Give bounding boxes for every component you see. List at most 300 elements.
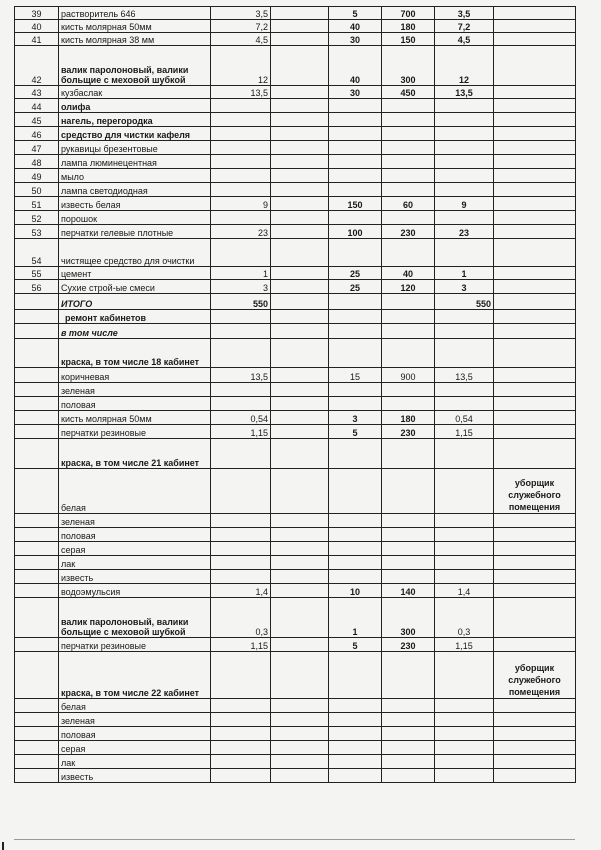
- item-name: половая: [59, 528, 211, 542]
- empty-cell: [494, 141, 576, 155]
- empty-cell: [15, 528, 59, 542]
- item-name: нагель, перегородка: [59, 113, 211, 127]
- empty-cell: [435, 324, 494, 339]
- item-name: перчатки резиновые: [59, 425, 211, 439]
- empty-cell: [494, 514, 576, 528]
- item-pieces: 3: [329, 411, 382, 425]
- item-price: 300: [382, 46, 435, 86]
- row-number: 39: [15, 7, 59, 20]
- empty-cell: [494, 542, 576, 556]
- empty-cell: [494, 99, 576, 113]
- empty-cell: [329, 141, 382, 155]
- empty-cell: [15, 439, 59, 469]
- table-row: [15, 570, 576, 584]
- table-row: [15, 310, 576, 324]
- empty-cell: [382, 542, 435, 556]
- empty-cell: [494, 411, 576, 425]
- table-row: [15, 383, 576, 397]
- row-number: 43: [15, 86, 59, 99]
- empty-cell: [271, 425, 329, 439]
- empty-cell: [382, 652, 435, 699]
- item-name: серая: [59, 542, 211, 556]
- empty-cell: [271, 33, 329, 46]
- empty-cell: [329, 741, 382, 755]
- empty-cell: [271, 294, 329, 310]
- table-row: [15, 425, 576, 439]
- empty-cell: [494, 727, 576, 741]
- item-qty: 1,15: [211, 425, 271, 439]
- empty-cell: [15, 514, 59, 528]
- empty-cell: [271, 267, 329, 280]
- item-price: 300: [382, 598, 435, 638]
- empty-cell: [15, 368, 59, 383]
- empty-cell: [382, 727, 435, 741]
- item-name: лампа люминецентная: [59, 155, 211, 169]
- item-qty: 1,15: [211, 638, 271, 652]
- empty-cell: [271, 713, 329, 727]
- empty-cell: [211, 339, 271, 368]
- empty-cell: [211, 769, 271, 783]
- empty-cell: [494, 397, 576, 411]
- empty-cell: [271, 652, 329, 699]
- table-row: [15, 183, 576, 197]
- empty-cell: [494, 183, 576, 197]
- item-name: валик паролоновый, валики больщие с меховой шубкой: [59, 46, 211, 86]
- section-22-header: краска, в том числе 22 кабинет: [59, 652, 211, 699]
- empty-cell: [435, 397, 494, 411]
- empty-cell: [211, 570, 271, 584]
- table-row: [15, 727, 576, 741]
- empty-cell: [494, 598, 576, 638]
- item-pieces: 1: [329, 598, 382, 638]
- empty-cell: [271, 46, 329, 86]
- empty-cell: [271, 556, 329, 570]
- empty-cell: [382, 397, 435, 411]
- empty-cell: [435, 528, 494, 542]
- empty-cell: [494, 155, 576, 169]
- empty-cell: [382, 439, 435, 469]
- empty-cell: [15, 411, 59, 425]
- empty-cell: [435, 310, 494, 324]
- empty-cell: [271, 469, 329, 514]
- empty-cell: [494, 699, 576, 713]
- item-total: 7,2: [435, 20, 494, 33]
- empty-cell: [494, 556, 576, 570]
- item-pieces: 30: [329, 33, 382, 46]
- item-name: средство для чистки кафеля: [59, 127, 211, 141]
- scan-edge-mark: [2, 842, 4, 850]
- empty-cell: [271, 397, 329, 411]
- empty-cell: [435, 699, 494, 713]
- empty-cell: [494, 86, 576, 99]
- empty-cell: [382, 141, 435, 155]
- item-price: 60: [382, 197, 435, 211]
- empty-cell: [15, 713, 59, 727]
- table-row: [15, 239, 576, 267]
- empty-cell: [494, 570, 576, 584]
- empty-cell: [329, 769, 382, 783]
- empty-cell: [329, 155, 382, 169]
- empty-cell: [271, 155, 329, 169]
- item-pieces: 150: [329, 197, 382, 211]
- empty-cell: [271, 183, 329, 197]
- empty-cell: [271, 113, 329, 127]
- empty-cell: [494, 339, 576, 368]
- item-pieces: 5: [329, 638, 382, 652]
- total-value: 550: [211, 294, 271, 310]
- item-price: 40: [382, 267, 435, 280]
- table-row: [15, 141, 576, 155]
- empty-cell: [15, 556, 59, 570]
- item-qty: 0,3: [211, 598, 271, 638]
- empty-cell: [329, 211, 382, 225]
- empty-cell: [15, 339, 59, 368]
- item-qty: 9: [211, 197, 271, 211]
- table-row: [15, 7, 576, 20]
- item-name: белая: [59, 469, 211, 514]
- empty-cell: [494, 46, 576, 86]
- item-name: зеленая: [59, 383, 211, 397]
- empty-cell: [435, 652, 494, 699]
- empty-cell: [15, 769, 59, 783]
- empty-cell: [382, 528, 435, 542]
- empty-cell: [435, 339, 494, 368]
- empty-cell: [494, 197, 576, 211]
- empty-cell: [329, 383, 382, 397]
- empty-cell: [494, 368, 576, 383]
- item-price: 180: [382, 20, 435, 33]
- empty-cell: [382, 469, 435, 514]
- item-name: коричневая: [59, 368, 211, 383]
- item-name: серая: [59, 741, 211, 755]
- empty-cell: [382, 339, 435, 368]
- empty-cell: [382, 127, 435, 141]
- item-pieces: 40: [329, 46, 382, 86]
- empty-cell: [435, 239, 494, 267]
- empty-cell: [15, 425, 59, 439]
- repair-heading: ремонт кабинетов: [59, 310, 211, 324]
- row-number: 44: [15, 99, 59, 113]
- item-price: 900: [382, 368, 435, 383]
- empty-cell: [271, 280, 329, 294]
- empty-cell: [211, 741, 271, 755]
- empty-cell: [382, 239, 435, 267]
- empty-cell: [15, 652, 59, 699]
- empty-cell: [271, 239, 329, 267]
- empty-cell: [15, 699, 59, 713]
- empty-cell: [435, 183, 494, 197]
- item-pieces: 40: [329, 20, 382, 33]
- item-name: растворитель 646: [59, 7, 211, 20]
- empty-cell: [15, 383, 59, 397]
- empty-cell: [211, 528, 271, 542]
- empty-cell: [435, 469, 494, 514]
- empty-cell: [271, 528, 329, 542]
- item-name: перчатки гелевые плотные: [59, 225, 211, 239]
- item-qty: 4,5: [211, 33, 271, 46]
- empty-cell: [494, 211, 576, 225]
- empty-cell: [494, 584, 576, 598]
- page-bottom-rule: [14, 839, 575, 840]
- empty-cell: [271, 584, 329, 598]
- empty-cell: [329, 556, 382, 570]
- empty-cell: [494, 755, 576, 769]
- empty-cell: [435, 769, 494, 783]
- including-label: в том числе: [59, 324, 211, 339]
- table-row: [15, 584, 576, 598]
- item-name: рукавицы брезентовые: [59, 141, 211, 155]
- item-pieces: 5: [329, 7, 382, 20]
- empty-cell: [494, 383, 576, 397]
- empty-cell: [271, 225, 329, 239]
- item-total: 0,54: [435, 411, 494, 425]
- item-qty: 7,2: [211, 20, 271, 33]
- table-row: [15, 542, 576, 556]
- item-total: 3: [435, 280, 494, 294]
- item-name: лампа светодиодная: [59, 183, 211, 197]
- empty-cell: [211, 239, 271, 267]
- item-qty: 3,5: [211, 7, 271, 20]
- empty-cell: [494, 267, 576, 280]
- table-row: [15, 741, 576, 755]
- item-name: известь: [59, 769, 211, 783]
- item-total: 1,4: [435, 584, 494, 598]
- empty-cell: [435, 713, 494, 727]
- table-row: [15, 86, 576, 99]
- empty-cell: [329, 310, 382, 324]
- empty-cell: [271, 439, 329, 469]
- table-row: [15, 211, 576, 225]
- item-total: 9: [435, 197, 494, 211]
- item-name: кисть молярная 38 мм: [59, 33, 211, 46]
- item-name: белая: [59, 699, 211, 713]
- empty-cell: [494, 294, 576, 310]
- section-header-row: [15, 439, 576, 469]
- empty-cell: [382, 741, 435, 755]
- table-row: [15, 411, 576, 425]
- table-row: [15, 397, 576, 411]
- item-price: 450: [382, 86, 435, 99]
- empty-cell: [435, 211, 494, 225]
- empty-cell: [211, 556, 271, 570]
- table-row: [15, 755, 576, 769]
- table-row: [15, 99, 576, 113]
- item-price: 230: [382, 638, 435, 652]
- empty-cell: [329, 528, 382, 542]
- item-name: цемент: [59, 267, 211, 280]
- empty-cell: [271, 598, 329, 638]
- empty-cell: [271, 411, 329, 425]
- empty-cell: [435, 383, 494, 397]
- empty-cell: [211, 169, 271, 183]
- empty-cell: [329, 339, 382, 368]
- empty-cell: [211, 383, 271, 397]
- row-number: 54: [15, 239, 59, 267]
- row-number: 51: [15, 197, 59, 211]
- empty-cell: [435, 542, 494, 556]
- section-header-row: [15, 652, 576, 699]
- empty-cell: [435, 755, 494, 769]
- empty-cell: [271, 741, 329, 755]
- empty-cell: [271, 368, 329, 383]
- table-row: [15, 33, 576, 46]
- empty-cell: [382, 155, 435, 169]
- empty-cell: [15, 542, 59, 556]
- table-row: [15, 528, 576, 542]
- empty-cell: [382, 699, 435, 713]
- empty-cell: [382, 713, 435, 727]
- item-name: половая: [59, 397, 211, 411]
- empty-cell: [329, 699, 382, 713]
- empty-cell: [329, 469, 382, 514]
- item-name: половая: [59, 727, 211, 741]
- item-name: порошок: [59, 211, 211, 225]
- empty-cell: [15, 570, 59, 584]
- empty-cell: [329, 439, 382, 469]
- empty-cell: [271, 727, 329, 741]
- empty-cell: [435, 570, 494, 584]
- empty-cell: [435, 155, 494, 169]
- table-row: [15, 598, 576, 638]
- empty-cell: [271, 20, 329, 33]
- empty-cell: [494, 127, 576, 141]
- section-21-header: краска, в том числе 21 кабинет: [59, 439, 211, 469]
- table-row: [15, 368, 576, 383]
- empty-cell: [382, 169, 435, 183]
- empty-cell: [15, 727, 59, 741]
- item-name: кузбаслак: [59, 86, 211, 99]
- empty-cell: [211, 183, 271, 197]
- item-name: валик паролоновый, валики больщие с меховой шубкой: [59, 598, 211, 638]
- empty-cell: [382, 99, 435, 113]
- item-price: 140: [382, 584, 435, 598]
- row-number: 41: [15, 33, 59, 46]
- empty-cell: [15, 741, 59, 755]
- empty-cell: [494, 33, 576, 46]
- empty-cell: [329, 113, 382, 127]
- empty-cell: [211, 324, 271, 339]
- empty-cell: [329, 183, 382, 197]
- section-18-header: краска, в том числе 18 кабинет: [59, 339, 211, 368]
- item-name: зеленая: [59, 713, 211, 727]
- item-total: 1: [435, 267, 494, 280]
- empty-cell: [382, 183, 435, 197]
- empty-cell: [435, 741, 494, 755]
- empty-cell: [435, 556, 494, 570]
- item-qty: 1: [211, 267, 271, 280]
- empty-cell: [211, 439, 271, 469]
- row-number: 50: [15, 183, 59, 197]
- empty-cell: [494, 741, 576, 755]
- item-total: 13,5: [435, 86, 494, 99]
- item-qty: 23: [211, 225, 271, 239]
- empty-cell: [329, 652, 382, 699]
- empty-cell: [211, 141, 271, 155]
- item-qty: 13,5: [211, 368, 271, 383]
- empty-cell: [211, 727, 271, 741]
- empty-cell: [211, 542, 271, 556]
- empty-cell: [329, 169, 382, 183]
- table-row: [15, 769, 576, 783]
- empty-cell: [435, 439, 494, 469]
- empty-cell: [271, 211, 329, 225]
- empty-cell: [211, 127, 271, 141]
- empty-cell: [435, 141, 494, 155]
- table-row: [15, 46, 576, 86]
- item-price: 230: [382, 225, 435, 239]
- empty-cell: [382, 570, 435, 584]
- table-row: [15, 267, 576, 280]
- empty-cell: [494, 20, 576, 33]
- empty-cell: [494, 324, 576, 339]
- empty-cell: [271, 542, 329, 556]
- empty-cell: [382, 514, 435, 528]
- row-number: 56: [15, 280, 59, 294]
- empty-cell: [271, 7, 329, 20]
- cleaner-note: уборщик служебного помещения: [494, 652, 576, 699]
- item-price: 230: [382, 425, 435, 439]
- empty-cell: [271, 197, 329, 211]
- empty-cell: [494, 7, 576, 20]
- table-row: [15, 20, 576, 33]
- empty-cell: [494, 638, 576, 652]
- item-price: 120: [382, 280, 435, 294]
- materials-table: [14, 6, 576, 783]
- empty-cell: [329, 755, 382, 769]
- row-number: 45: [15, 113, 59, 127]
- empty-cell: [382, 310, 435, 324]
- empty-cell: [271, 755, 329, 769]
- table-row: [15, 324, 576, 339]
- empty-cell: [435, 169, 494, 183]
- empty-cell: [271, 339, 329, 368]
- empty-cell: [271, 324, 329, 339]
- empty-cell: [271, 86, 329, 99]
- item-pieces: 25: [329, 267, 382, 280]
- empty-cell: [211, 652, 271, 699]
- item-name: кисть молярная 50мм: [59, 411, 211, 425]
- empty-cell: [271, 141, 329, 155]
- table-row: [15, 699, 576, 713]
- empty-cell: [494, 769, 576, 783]
- empty-cell: [435, 127, 494, 141]
- empty-cell: [271, 310, 329, 324]
- table-row: [15, 469, 576, 514]
- total-label: ИТОГО: [59, 294, 211, 310]
- item-name: известь: [59, 570, 211, 584]
- empty-cell: [382, 383, 435, 397]
- empty-cell: [329, 570, 382, 584]
- item-name: олифа: [59, 99, 211, 113]
- total-value-2: 550: [435, 294, 494, 310]
- empty-cell: [15, 294, 59, 310]
- empty-cell: [329, 514, 382, 528]
- empty-cell: [211, 99, 271, 113]
- row-number: 55: [15, 267, 59, 280]
- table-row: [15, 556, 576, 570]
- item-total: 4,5: [435, 33, 494, 46]
- item-qty: 1,4: [211, 584, 271, 598]
- empty-cell: [271, 99, 329, 113]
- item-total: 12: [435, 46, 494, 86]
- empty-cell: [15, 584, 59, 598]
- item-name: водоэмульсия: [59, 584, 211, 598]
- item-total: 23: [435, 225, 494, 239]
- empty-cell: [211, 755, 271, 769]
- empty-cell: [382, 556, 435, 570]
- item-qty: 13,5: [211, 86, 271, 99]
- empty-cell: [211, 113, 271, 127]
